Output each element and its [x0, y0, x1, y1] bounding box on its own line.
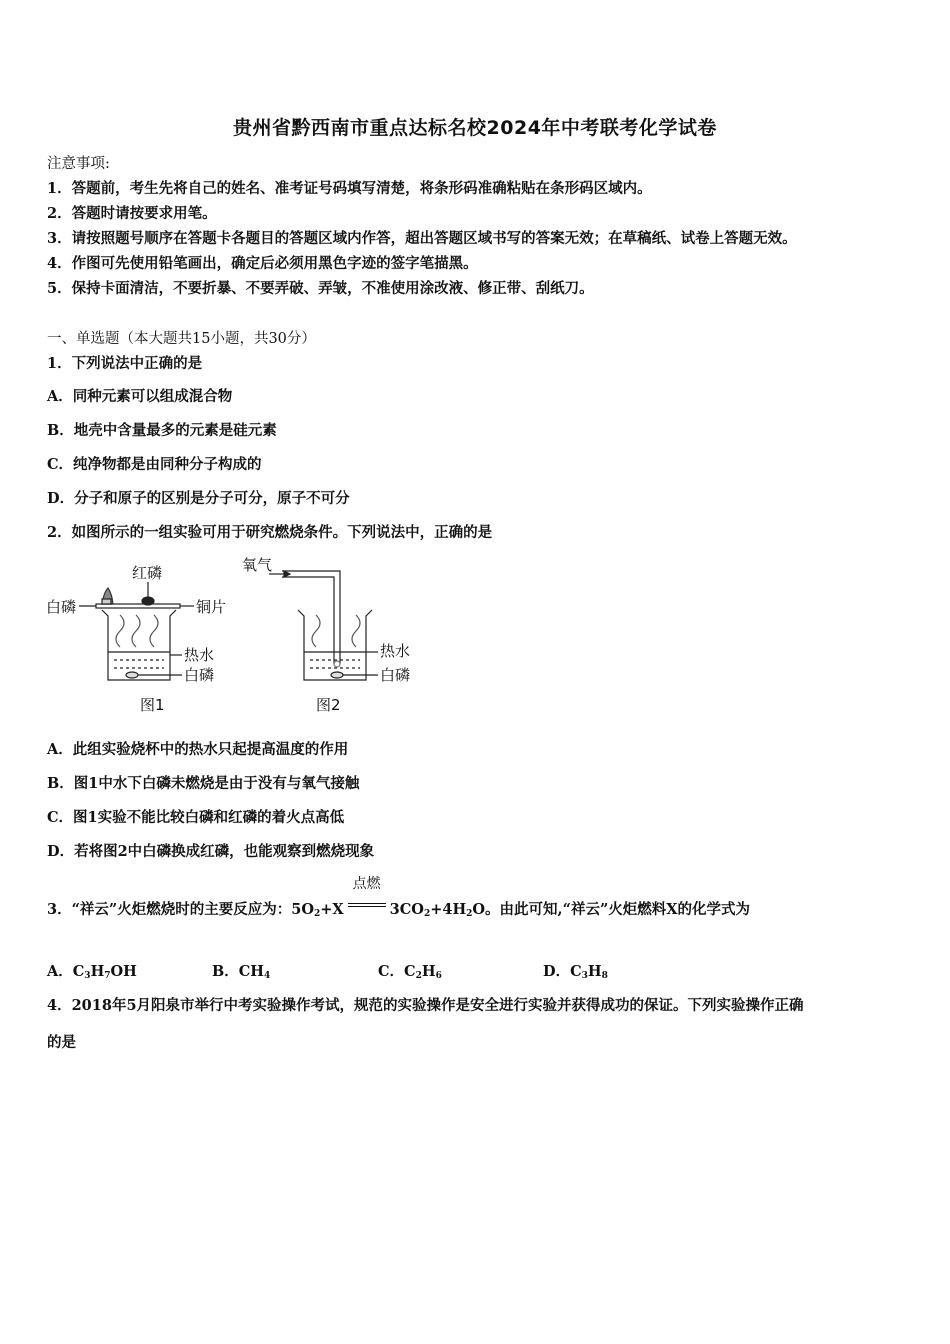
notice-item-2: 2．答题时请按要求用笔。 — [47, 205, 217, 222]
arrow-head — [284, 571, 290, 577]
q1-stem: 1．下列说法中正确的是 — [47, 355, 203, 372]
q2-option-a: A．此组实验烧杯中的热水只起提高温度的作用 — [47, 741, 349, 758]
q2-stem: 2．如图所示的一组实验可用于研究燃烧条件。下列说法中，正确的是 — [47, 524, 493, 541]
steam-icon — [132, 615, 140, 647]
steam-icon — [312, 615, 320, 647]
steam-icon — [150, 615, 158, 647]
combustion-experiment-figure — [44, 552, 434, 717]
q2-option-c: C．图1实验不能比较白磷和红磷的着火点高低 — [47, 809, 345, 826]
notice-heading: 注意事项: — [47, 156, 110, 172]
q4-stem-line-2: 的是 — [47, 1034, 76, 1051]
label-hot-water-2: 热水 — [380, 642, 411, 660]
subscript: 2 — [314, 909, 321, 919]
label-oxygen: 氧气 — [242, 556, 273, 574]
page-title: 贵州省黔西南市重点达标名校2024年中考联考化学试卷 — [233, 117, 717, 139]
subscript: 2 — [466, 909, 473, 919]
q1-option-d: D．分子和原子的区别是分子可分，原子不可分 — [47, 490, 350, 507]
label-red-phosphorus: 红磷 — [132, 564, 163, 582]
figure-2 — [269, 571, 378, 680]
bubble-icon — [334, 661, 340, 667]
q3-suffix: O。由此可知,“祥云”火炬燃料X的化学式为 — [472, 901, 751, 918]
q3-prefix: 3．“祥云”火炬燃烧时的主要反应为：5O — [47, 901, 314, 918]
label-copper-plate: 铜片 — [196, 598, 227, 616]
oxygen-tube — [282, 571, 340, 664]
q2-option-b: B．图1中水下白磷未燃烧是由于没有与氧气接触 — [47, 775, 360, 792]
white-phosphorus-sample — [102, 599, 111, 604]
oxygen-tube — [282, 577, 334, 664]
label-white-phosphorus-2: 白磷 — [380, 666, 411, 684]
q1-option-c: C．纯净物都是由同种分子构成的 — [47, 456, 262, 473]
steam-icon — [352, 615, 360, 647]
section-heading: 一、单选题（本大题共15小题，共30分） — [47, 331, 316, 347]
q3-product-co2: 3CO — [389, 901, 424, 918]
condition-label: 点燃 — [352, 876, 381, 892]
underwater-white-phosphorus — [331, 672, 343, 678]
label-figure-2: 图2 — [316, 696, 341, 714]
q3-reactant-x: +X — [320, 901, 344, 918]
label-hot-water-1: 热水 — [184, 646, 215, 664]
label-white-phosphorus-1: 白磷 — [184, 666, 215, 684]
q2-option-d: D．若将图2中白磷换成红磷，也能观察到燃烧现象 — [47, 843, 375, 860]
label-white-phosphorus: 白磷 — [46, 598, 77, 616]
reaction-condition — [346, 876, 388, 919]
notice-item-4: 4．作图可先使用铅笔画出，确定后必须用黑色字迹的签字笔描黑。 — [47, 255, 478, 272]
subscript: 2 — [423, 909, 431, 919]
steam-icon — [116, 615, 124, 647]
q3-option-d: D．$C_3H_8$ — [543, 963, 608, 981]
underwater-white-phosphorus — [126, 672, 138, 678]
notice-item-3: 3．请按照题号顺序在答题卡各题目的答题区域内作答，超出答题区域书写的答案无效；在草稿纸、试卷上答题无效。 — [47, 230, 797, 247]
q4-stem-line-1: 4．2018年5月阳泉市举行中考实验操作考试，规范的实验操作是安全进行实验并获得成功的保证。下列实验操作正确 — [47, 997, 804, 1014]
q3-product-h2o: +4H — [430, 901, 467, 918]
red-phosphorus-sample — [142, 597, 154, 605]
q1-option-b: B．地壳中含量最多的元素是硅元素 — [47, 422, 277, 439]
label-figure-1: 图1 — [140, 696, 165, 714]
beaker-2 — [298, 610, 372, 680]
notice-item-5: 5．保持卡面清洁，不要折暴、不要弄破、弄皱，不准使用涂改液、修正带、刮纸刀。 — [47, 280, 594, 297]
notice-item-1: 1．答题前，考生先将自己的姓名、准考证号码填写清楚，将条形码准确粘贴在条形码区域内。 — [47, 180, 652, 197]
q1-option-a: A．同种元素可以组成混合物 — [47, 388, 233, 405]
q3-stem — [47, 876, 751, 919]
q3-option-b: B．$CH_4$ — [212, 963, 271, 981]
q3-option-a: A．$C_3H_7OH$ — [47, 963, 137, 981]
q3-option-c: C．$C_2H_6$ — [378, 963, 442, 981]
figure-1 — [79, 582, 194, 680]
